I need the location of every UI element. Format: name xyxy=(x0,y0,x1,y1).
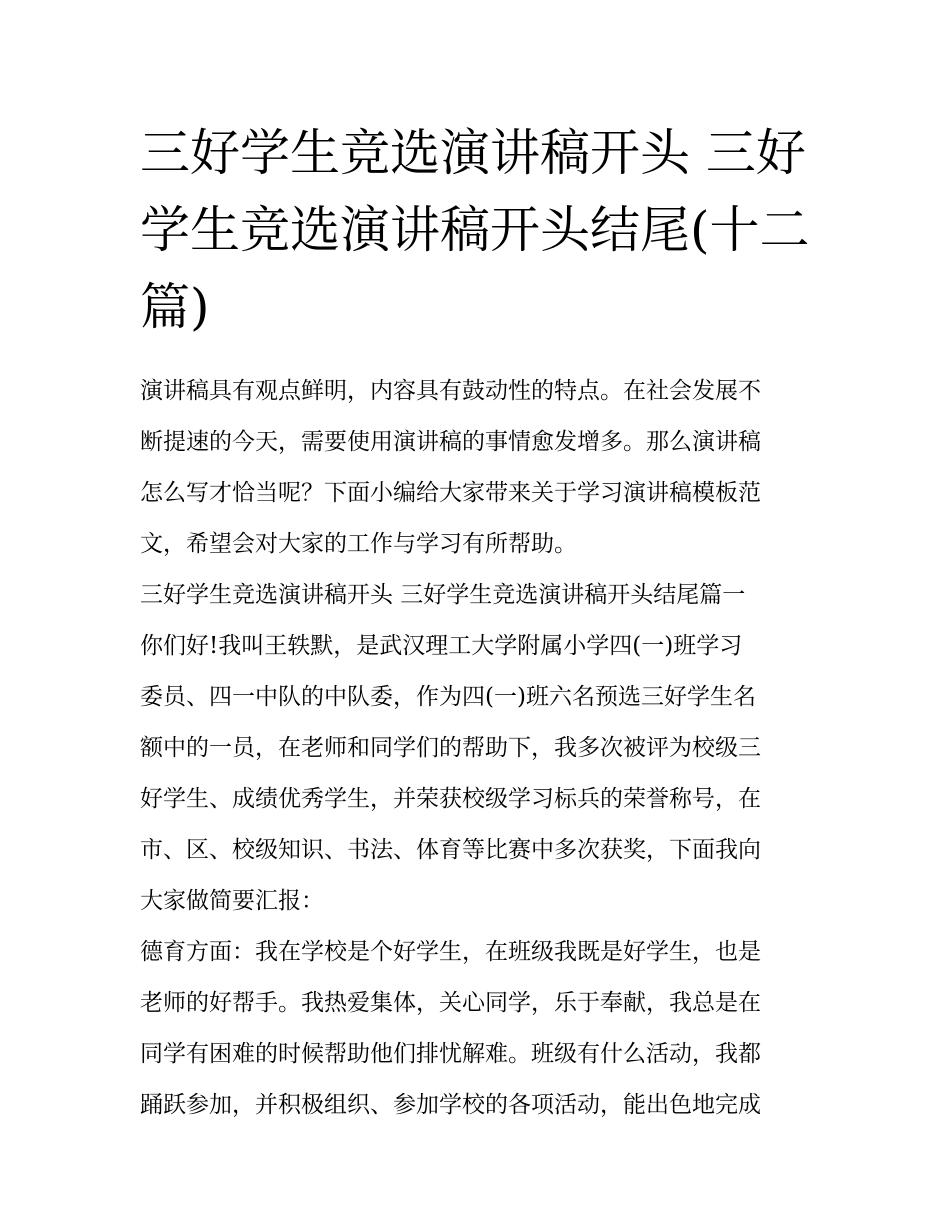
body-line: 额中的一员，在老师和同学们的帮助下，我多次被评为校级三 xyxy=(140,735,761,761)
body-line: 老师的好帮手。我热爱集体，关心同学，乐于奉献，我总是在 xyxy=(140,990,761,1016)
body-line: 怎么写才恰当呢？下面小编给大家带来关于学习演讲稿模板范 xyxy=(140,480,761,506)
body-line: 踊跃参加，并积极组织、参加学校的各项活动，能出色地完成 xyxy=(140,1092,761,1118)
title-line: 篇) xyxy=(140,278,210,336)
body-line: 委员、四一中队的中队委，作为四(一)班六名预选三好学生名 xyxy=(140,684,756,710)
body-line: 同学有困难的时候帮助他们排忧解难。班级有什么活动，我都 xyxy=(140,1041,761,1067)
document-body xyxy=(140,366,810,1131)
section-heading: 三好学生竞选演讲稿开头 三好学生竞选演讲稿开头结尾篇一 xyxy=(140,582,746,608)
body-line: 好学生、成绩优秀学生，并荣获校级学习标兵的荣誉称号，在 xyxy=(140,786,761,812)
title-line: 学生竞选演讲稿开头结尾(十二 xyxy=(140,201,810,259)
title-line: 三好学生竞选演讲稿开头 三好 xyxy=(140,124,806,182)
body-line: 演讲稿具有观点鲜明，内容具有鼓动性的特点。在社会发展不 xyxy=(140,378,761,404)
body-line: 断提速的今天，需要使用演讲稿的事情愈发增多。那么演讲稿 xyxy=(140,429,761,455)
document-title xyxy=(140,115,810,346)
body-line: 德育方面：我在学校是个好学生，在班级我既是好学生，也是 xyxy=(140,939,761,965)
document-page xyxy=(140,115,810,1131)
body-line: 大家做简要汇报： xyxy=(140,888,324,914)
body-line: 文，希望会对大家的工作与学习有所帮助。 xyxy=(140,531,577,557)
body-line: 你们好!我叫王轶默，是武汉理工大学附属小学四(一)班学习 xyxy=(140,633,743,659)
body-line: 市、区、校级知识、书法、体育等比赛中多次获奖，下面我向 xyxy=(140,837,761,863)
